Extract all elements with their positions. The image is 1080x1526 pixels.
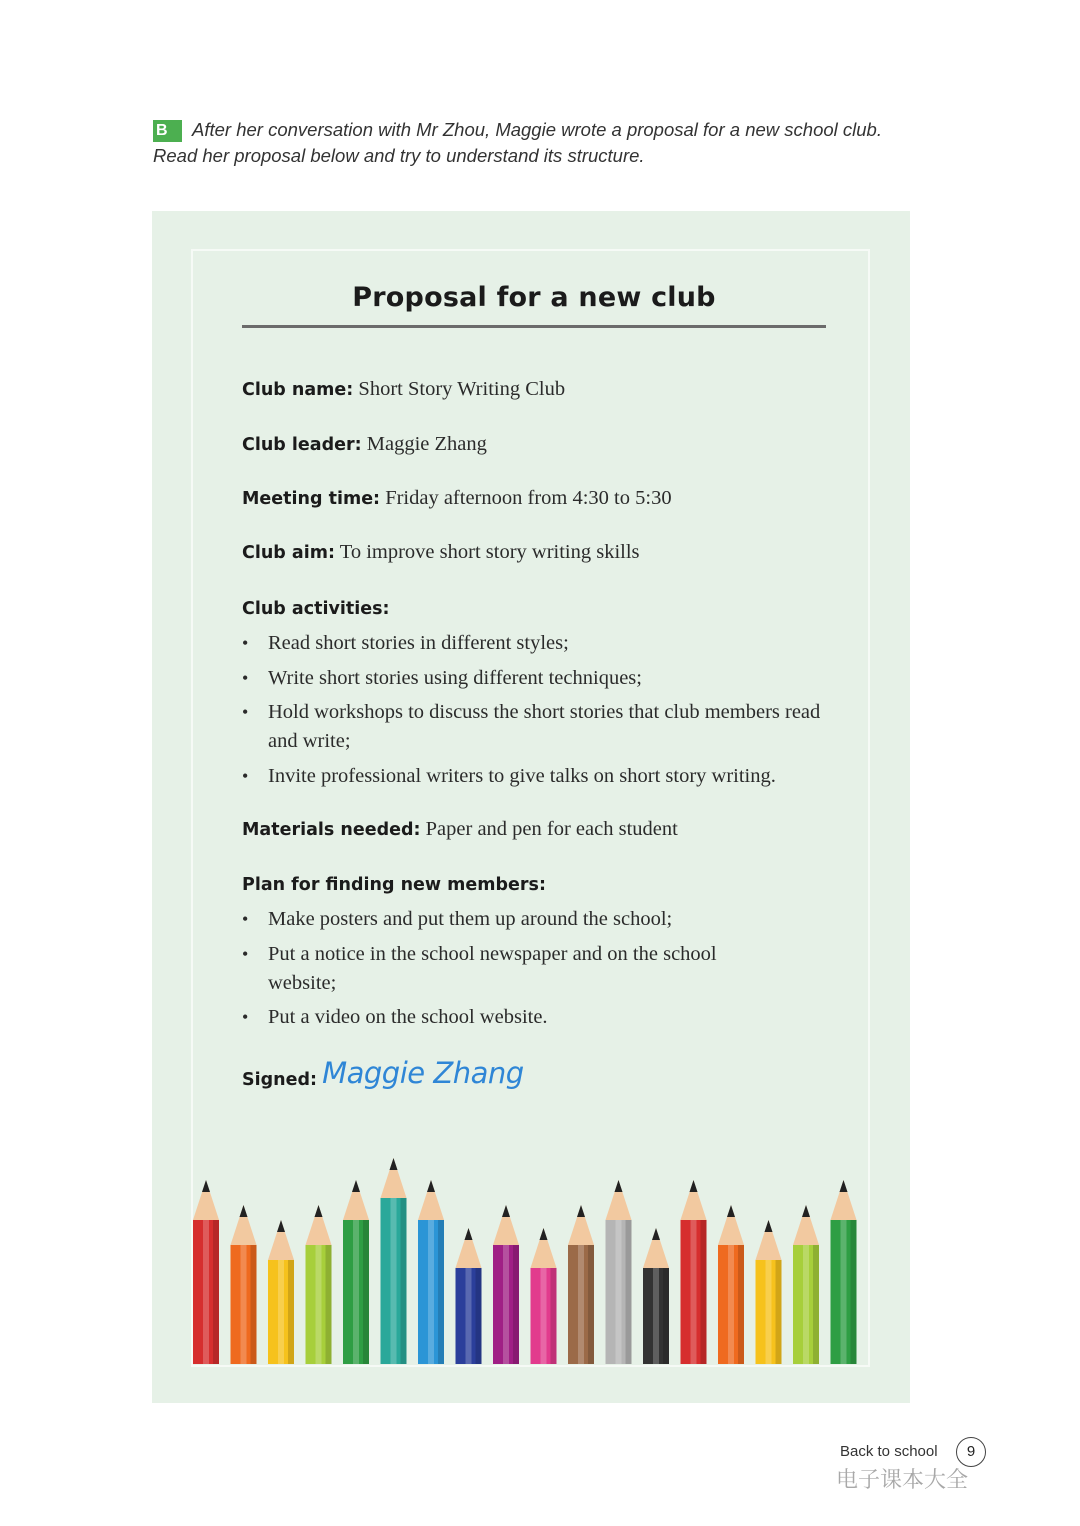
club-name-row bbox=[242, 378, 565, 401]
club-leader-label: Club leader: bbox=[242, 435, 362, 455]
activities-heading-row bbox=[242, 597, 390, 620]
pencil bbox=[793, 1205, 819, 1364]
pencils-illustration bbox=[193, 1150, 868, 1366]
pencil bbox=[643, 1228, 669, 1364]
bullet-icon: • bbox=[242, 668, 249, 688]
pencil bbox=[231, 1205, 257, 1364]
list-item: • Put a notice in the school newspaper and on the school website; bbox=[242, 940, 782, 998]
materials-row bbox=[242, 818, 678, 841]
club-name-value: Short Story Writing Club bbox=[358, 378, 566, 400]
instruction-line-2: Read her proposal below and try to understand its structure. bbox=[153, 145, 645, 166]
plan-heading-row bbox=[242, 873, 546, 896]
title-underline bbox=[242, 325, 826, 328]
pencil bbox=[381, 1158, 407, 1364]
signed-label: Signed: bbox=[242, 1070, 317, 1090]
instruction-line-1: After her conversation with Mr Zhou, Maggie wrote a proposal for a new school club. bbox=[192, 119, 882, 140]
bullet-icon: • bbox=[242, 909, 249, 929]
watermark: 电子课本大全 bbox=[836, 1468, 969, 1493]
meeting-time-value: Friday afternoon from 4:30 to 5:30 bbox=[385, 487, 672, 509]
meeting-time-row bbox=[242, 487, 672, 510]
club-leader-value: Maggie Zhang bbox=[366, 433, 487, 455]
pencil bbox=[531, 1228, 557, 1364]
signature: Maggie Zhang bbox=[322, 1056, 524, 1090]
list-item: • Read short stories in different styles; bbox=[242, 629, 832, 658]
exercise-badge: B bbox=[153, 120, 182, 142]
pencil bbox=[268, 1220, 294, 1364]
list-item: • Write short stories using different techniques; bbox=[242, 664, 832, 693]
pencil bbox=[568, 1205, 594, 1364]
bullet-icon: • bbox=[242, 1007, 249, 1027]
bullet-icon: • bbox=[242, 633, 249, 653]
pencil bbox=[456, 1228, 482, 1364]
pencil bbox=[193, 1180, 219, 1364]
pencil bbox=[306, 1205, 332, 1364]
pencil bbox=[606, 1180, 632, 1364]
club-name-label: Club name: bbox=[242, 380, 354, 400]
pencil bbox=[756, 1220, 782, 1364]
list-item: • Make posters and put them up around the school; bbox=[242, 905, 832, 934]
list-item: • Put a video on the school website. bbox=[242, 1003, 832, 1032]
bullet-icon: • bbox=[242, 702, 249, 722]
club-aim-row bbox=[242, 541, 640, 564]
activities-label: Club activities: bbox=[242, 599, 390, 619]
pencil bbox=[493, 1205, 519, 1364]
pencil bbox=[831, 1180, 857, 1364]
club-aim-value: To improve short story writing skills bbox=[339, 541, 640, 563]
bullet-icon: • bbox=[242, 944, 249, 964]
proposal-title: Proposal for a new club bbox=[352, 282, 716, 313]
materials-value: Paper and pen for each student bbox=[425, 818, 678, 840]
page-number: 9 bbox=[956, 1437, 986, 1467]
club-leader-row bbox=[242, 433, 487, 456]
pencil bbox=[418, 1180, 444, 1364]
list-item: • Hold workshops to discuss the short stories that club members read and write; bbox=[242, 698, 842, 756]
club-aim-label: Club aim: bbox=[242, 543, 335, 563]
exercise-instruction bbox=[153, 117, 913, 169]
plan-label: Plan for finding new members: bbox=[242, 875, 546, 895]
section-title: Back to school bbox=[840, 1443, 938, 1460]
materials-label: Materials needed: bbox=[242, 820, 421, 840]
bullet-icon: • bbox=[242, 766, 249, 786]
pencil bbox=[343, 1180, 369, 1364]
signed-row bbox=[242, 1056, 524, 1091]
pencil bbox=[718, 1205, 744, 1364]
meeting-time-label: Meeting time: bbox=[242, 489, 381, 509]
pencil bbox=[681, 1180, 707, 1364]
list-item: • Invite professional writers to give talks on short story writing. bbox=[242, 762, 842, 791]
